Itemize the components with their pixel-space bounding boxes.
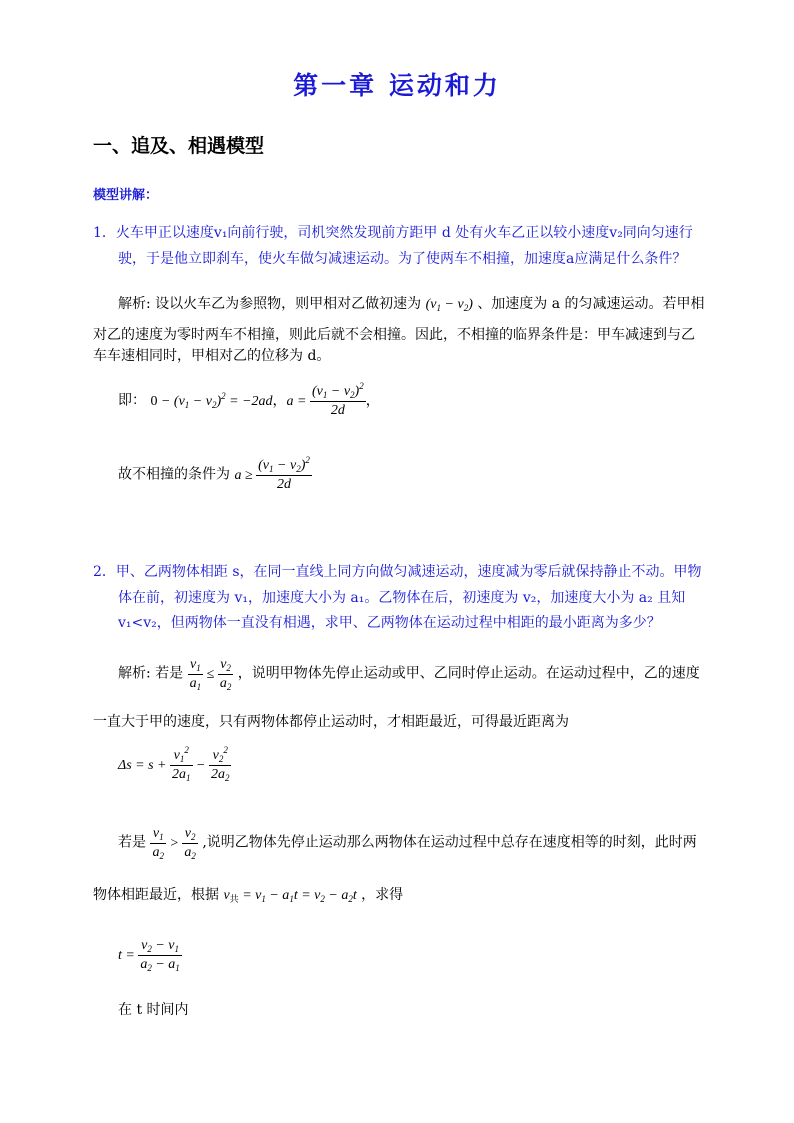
condition-line xyxy=(118,455,312,493)
acceleration-fraction: $\frac{(v_1 - v_2)^2}{2d}$ xyxy=(311,381,364,418)
problem2-line2: 体在前，初速度为 v₁，加速度大小为 a₁。乙物体在后，初速度为 v₂，加速度大小为 a₂ 且知 xyxy=(118,590,686,606)
solution2-prefix: 解析: 若是 xyxy=(118,665,184,682)
last-line: 在 t 时间内 xyxy=(118,1002,189,1018)
problem1-line2: 驶，于是他立即刹车，使火车做匀减速运动。为了使两车不相撞，加速度a应满足什么条件？ xyxy=(118,251,687,267)
problem2-line1: 2．甲、乙两物体相距 s，在同一直线上同方向做匀减速运动，速度减为零后就保持静止不动。甲物 xyxy=(93,564,702,580)
common-velocity-formula: $v_共 = v_1 - a_1t = v_2 - a_2t$ xyxy=(223,888,357,904)
solution2-b-line2-prefix: 物体相距最近，根据 xyxy=(93,887,219,903)
solution1-line3: 车车速相同时，甲相对乙的位移为 d。 xyxy=(93,348,331,364)
problem1-line1: 1．火车甲正以速度v₁向前行驶，司机突然发现前方距甲 d 处有火车乙正以较小速度v₂同向匀速行 xyxy=(93,225,693,241)
equation-1 xyxy=(118,381,380,419)
ratio-condition-a: $\frac{v_1}{a_1}$ ≤ $\frac{v_2}{a_2}$ xyxy=(189,657,232,692)
solution2-b-line2-suffix: ，求得 xyxy=(361,887,404,903)
solution2-b-suffix: ,说明乙物体先停止运动那么两物体在运动过程中总存在速度相等的时刻，此时两 xyxy=(202,834,697,851)
condition-formula: a ≥ $\frac{(v_1 - v_2)^2}{2d}$ xyxy=(234,455,310,492)
solution2-suffix: ，说明甲物体先停止运动或甲、乙同时停止运动。在运动过程中，乙的速度 xyxy=(237,665,700,682)
equation-1-prefix: 即： xyxy=(118,392,146,409)
condition-prefix: 故不相撞的条件为 xyxy=(118,466,230,483)
page-title: 第一章 运动和力 xyxy=(293,71,501,100)
solution2-line2: 一直大于甲的速度，只有两物体都停止运动时，才相距最近，可得最近距离为 xyxy=(93,714,569,730)
relative-velocity-formula: $(v_1 - v_2)$ xyxy=(425,297,473,313)
section-heading: 一、追及、相遇模型 xyxy=(93,135,265,157)
solution1-text-b: 、加速度为 a 的匀减速运动。若甲相 xyxy=(477,296,705,312)
problem2-line3: v₁<v₂，但两物体一直没有相遇，求甲、乙两物体在运动过程中相距的最小距离为多少？ xyxy=(118,615,661,631)
model-label: 模型讲解： xyxy=(93,188,159,203)
time-formula: t = $\frac{v_2 - v_1}{a_2 - a_1}$ xyxy=(118,938,180,973)
solution1-line2: 对乙的速度为零时两车不相撞，则此后就不会相撞。因此，不相撞的临界条件是：甲车减速到与乙 xyxy=(93,327,695,343)
solution1-line1 xyxy=(118,293,705,313)
solution2-b-prefix: 若是 xyxy=(118,834,146,851)
ratio-condition-b: $\frac{v_1}{a_2}$ > $\frac{v_2}{a_2}$ xyxy=(152,826,196,861)
solution2-line4 xyxy=(93,884,403,904)
solution2-line1 xyxy=(118,657,700,692)
min-distance-formula: Δs = s + $\frac{v_1^2}{2a_1}$ − $\frac{v_2^2}{2a_2}$ xyxy=(118,745,230,783)
equation-1-body: $0 - (v_1 - v_2)^2 = -2ad$，a = $\frac{(v_1 - v_2)^2}{2d}$ ， xyxy=(150,381,380,418)
solution2-line3 xyxy=(118,826,697,861)
solution1-text-a: 解析: 设以火车乙为参照物，则甲相对乙做初速为 xyxy=(118,296,422,312)
